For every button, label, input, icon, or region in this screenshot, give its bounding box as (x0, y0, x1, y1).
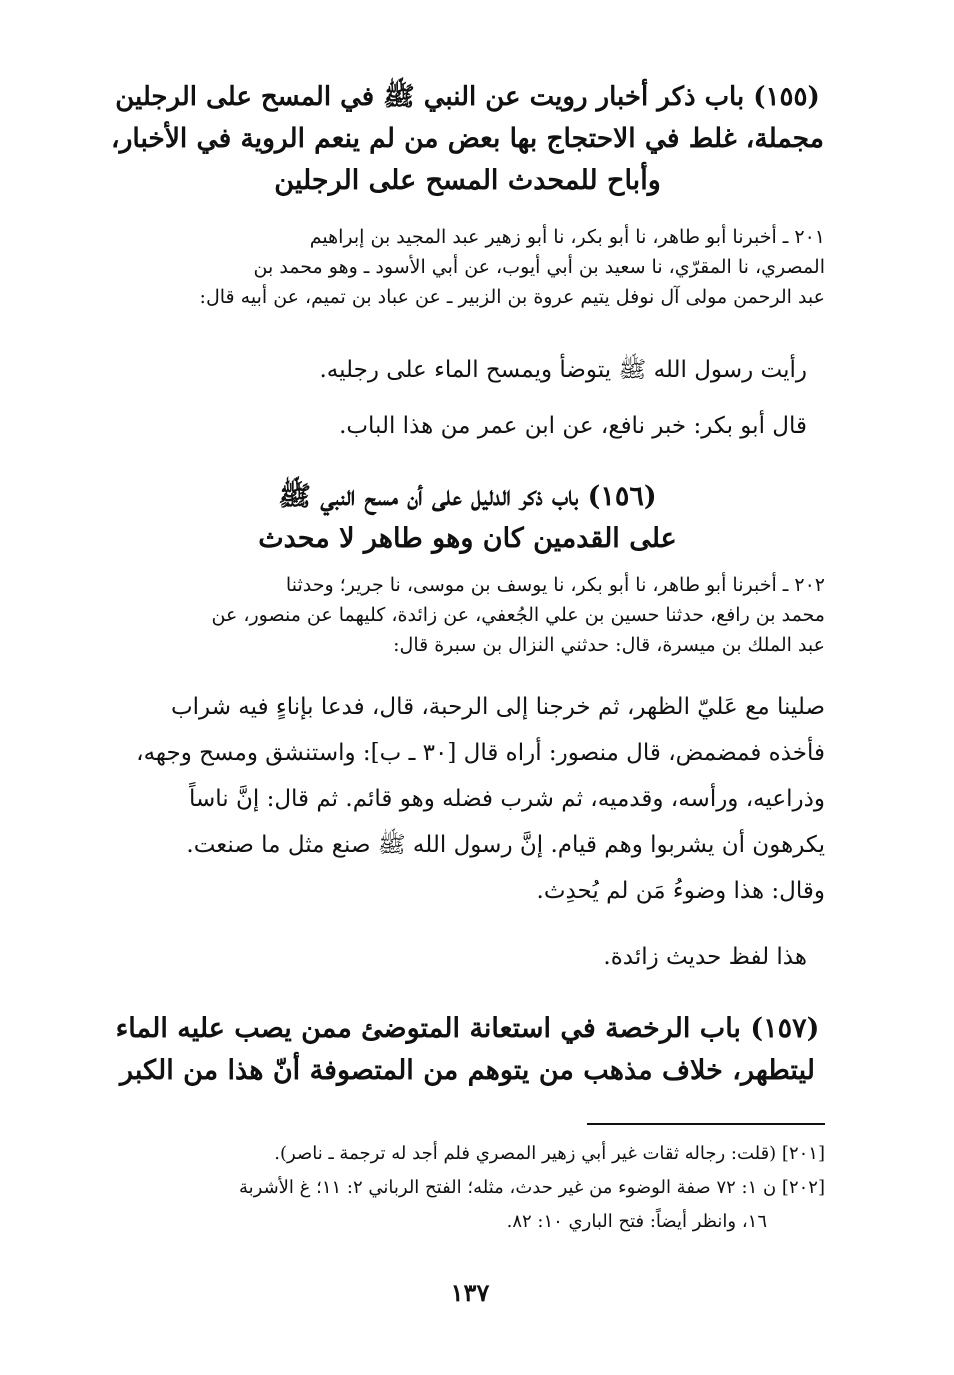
footnote-divider (587, 1123, 825, 1125)
footnotes (103, 1137, 825, 1239)
hadith-201-matn (103, 342, 825, 454)
matn-line: وقال: هذا وضوءُ مَن لم يُحدِث. (536, 878, 825, 904)
isnad-line: ٢٠٢ ـ أخبرنا أبو طاهر، نا أبو بكر، نا يوسف بن موسى، نا جرير؛ وحدثنا (285, 574, 825, 596)
heading-line: (١٥٦) باب ذكر الدليل على أن مسح النبي ﷺ (278, 481, 657, 512)
hadith-202-isnad (103, 570, 825, 660)
footnote-202: [٢٠٢] ن ١: ٧٢ صفة الوضوء من غير حدث، مثله؛ الفتح الرباني ٢: ١١؛ غ الأشربة (238, 1177, 825, 1198)
hadith-202-commentary (103, 934, 825, 980)
footnote-202-continued: ١٦، وانظر أيضاً: فتح الباري ١٠: ٨٢. (506, 1211, 767, 1232)
matn-line: فأخذه فمضمض، قال منصور: أراه قال [٣٠ ـ ب]: واستنشق ومسح وجهه، (136, 740, 825, 766)
chapter-heading-157 (110, 1008, 825, 1092)
isnad-line: عبد الملك بن ميسرة، قال: حدثني النزال بن سبرة قال: (393, 634, 825, 656)
isnad-line: محمد بن رافع، حدثنا حسين بن علي الجُعفي، عن زائدة، كليهما عن منصور، عن (211, 604, 825, 626)
heading-line: وأباح للمحدث المسح على الرجلين (274, 165, 661, 196)
footnote-201: [٢٠١] (قلت: رجاله ثقات غير أبي زهير المصري فلم أجد له ترجمة ـ ناصر). (274, 1143, 825, 1164)
chapter-heading-155 (110, 76, 825, 202)
page-number: ١٣٧ (450, 1278, 490, 1307)
commentary-line: قال أبو بكر: خبر نافع، عن ابن عمر من هذا الباب. (339, 413, 807, 439)
heading-line: (١٥٥) باب ذكر أخبار رويت عن النبي ﷺ في المسح على الرجلين (115, 82, 820, 112)
heading-line: على القدمين كان وهو طاهر لا محدث (258, 523, 677, 554)
heading-line: مجملة، غلط في الاحتجاج بها بعض من لم ينعم الروية في الأخبار، (111, 123, 824, 154)
matn-line: صلينا مع عَليّ الظهر، ثم خرجنا إلى الرحبة، قال، فدعا بإناءٍ فيه شراب (170, 694, 825, 720)
hadith-202-matn (103, 684, 825, 914)
chapter-heading-156 (110, 476, 825, 560)
commentary-line: هذا لفظ حديث زائدة. (603, 944, 807, 970)
isnad-line: المصري، نا المقرّي، نا سعيد بن أبي أيوب، عن أبي الأسود ـ وهو محمد بن (253, 256, 825, 278)
heading-line: (١٥٧) باب الرخصة في استعانة المتوضئ ممن يصب عليه الماء (115, 1013, 820, 1044)
heading-line: ليتطهر، خلاف مذهب من يتوهم من المتصوفة أنّ هذا من الكبر (120, 1055, 815, 1086)
matn-line: رأيت رسول الله ﷺ يتوضأ ويمسح الماء على رجليه. (319, 357, 807, 383)
isnad-line: ٢٠١ ـ أخبرنا أبو طاهر، نا أبو بكر، نا أبو زهير عبد المجيد بن إبراهيم (309, 226, 825, 248)
matn-line: وذراعيه، ورأسه، وقدميه، ثم شرب فضله وهو قائم. ثم قال: إنَّ ناساً (189, 786, 825, 812)
matn-line: يكرهون أن يشربوا وهم قيام. إنَّ رسول الله ﷺ صنع مثل ما صنعت. (186, 832, 825, 858)
hadith-201-isnad (103, 222, 825, 312)
isnad-line: عبد الرحمن مولى آل نوفل يتيم عروة بن الزبير ـ عن عباد بن تميم، عن أبيه قال: (199, 286, 825, 308)
